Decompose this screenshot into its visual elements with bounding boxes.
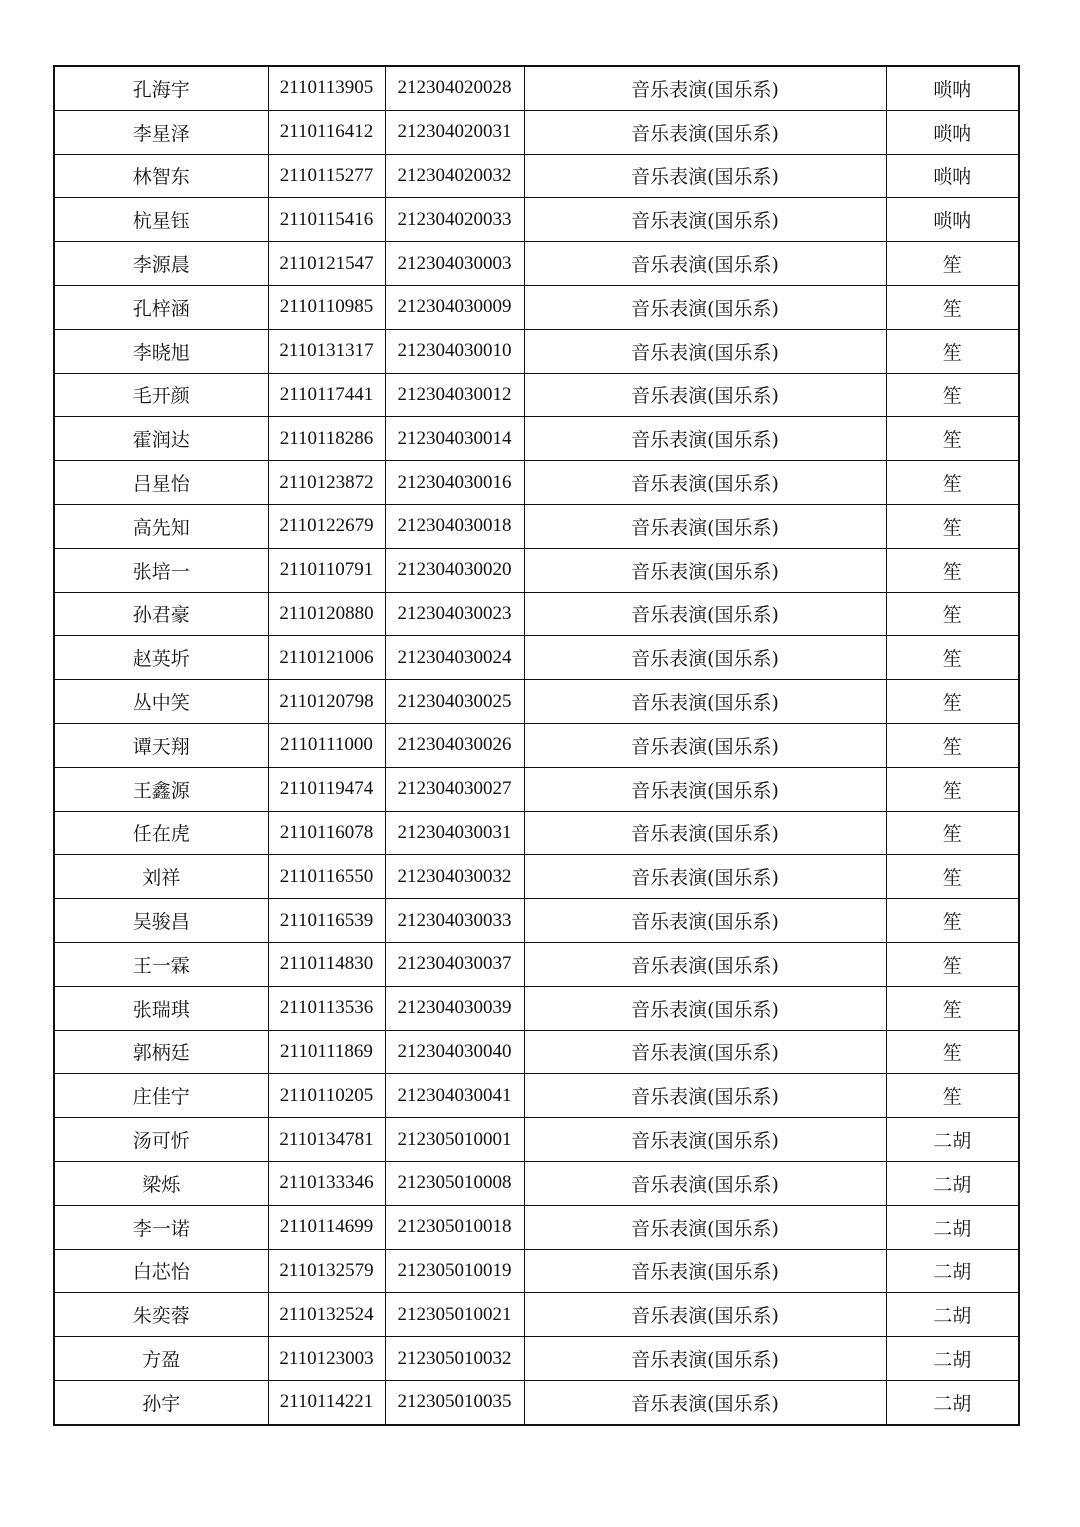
instrument-cell: 笙 <box>886 767 1019 811</box>
instrument-cell: 笙 <box>886 855 1019 899</box>
instrument-cell: 唢呐 <box>886 66 1019 110</box>
major-cell: 音乐表演(国乐系) <box>524 680 886 724</box>
admission-id-cell: 212304030032 <box>385 855 524 899</box>
student-name-cell: 李源晨 <box>54 242 268 286</box>
admission-id-cell: 212305010032 <box>385 1337 524 1381</box>
admission-roster-table <box>53 65 1020 1426</box>
major-cell: 音乐表演(国乐系) <box>524 767 886 811</box>
table-row <box>54 942 1019 986</box>
table-row <box>54 1030 1019 1074</box>
exam-id-cell: 2110111869 <box>268 1030 385 1074</box>
table-row <box>54 855 1019 899</box>
admission-id-cell: 212304030039 <box>385 986 524 1030</box>
exam-id-cell: 2110119474 <box>268 767 385 811</box>
table-row <box>54 1380 1019 1424</box>
admission-id-cell: 212304020033 <box>385 198 524 242</box>
table-row <box>54 461 1019 505</box>
table-row <box>54 1161 1019 1205</box>
major-cell: 音乐表演(国乐系) <box>524 154 886 198</box>
instrument-cell: 唢呐 <box>886 154 1019 198</box>
exam-id-cell: 2110131317 <box>268 329 385 373</box>
admission-id-cell: 212304020031 <box>385 110 524 154</box>
major-cell: 音乐表演(国乐系) <box>524 811 886 855</box>
exam-id-cell: 2110114699 <box>268 1205 385 1249</box>
admission-id-cell: 212304030003 <box>385 242 524 286</box>
exam-id-cell: 2110122679 <box>268 504 385 548</box>
exam-id-cell: 2110116550 <box>268 855 385 899</box>
table-row <box>54 767 1019 811</box>
instrument-cell: 笙 <box>886 986 1019 1030</box>
table-row <box>54 636 1019 680</box>
table-row <box>54 242 1019 286</box>
major-cell: 音乐表演(国乐系) <box>524 504 886 548</box>
student-name-cell: 白芯怡 <box>54 1249 268 1293</box>
admission-id-cell: 212305010021 <box>385 1293 524 1337</box>
student-name-cell: 庄佳宁 <box>54 1074 268 1118</box>
major-cell: 音乐表演(国乐系) <box>524 855 886 899</box>
instrument-cell: 二胡 <box>886 1380 1019 1424</box>
major-cell: 音乐表演(国乐系) <box>524 723 886 767</box>
exam-id-cell: 2110110791 <box>268 548 385 592</box>
exam-id-cell: 2110114221 <box>268 1380 385 1424</box>
admission-id-cell: 212304030033 <box>385 899 524 943</box>
major-cell: 音乐表演(国乐系) <box>524 1205 886 1249</box>
admission-id-cell: 212304030031 <box>385 811 524 855</box>
exam-id-cell: 2110117441 <box>268 373 385 417</box>
student-name-cell: 方盈 <box>54 1337 268 1381</box>
table-row <box>54 1074 1019 1118</box>
major-cell: 音乐表演(国乐系) <box>524 1337 886 1381</box>
instrument-cell: 笙 <box>886 461 1019 505</box>
admission-id-cell: 212305010018 <box>385 1205 524 1249</box>
instrument-cell: 二胡 <box>886 1337 1019 1381</box>
exam-id-cell: 2110115416 <box>268 198 385 242</box>
exam-id-cell: 2110113536 <box>268 986 385 1030</box>
exam-id-cell: 2110132579 <box>268 1249 385 1293</box>
admission-id-cell: 212305010008 <box>385 1161 524 1205</box>
exam-id-cell: 2110123872 <box>268 461 385 505</box>
student-name-cell: 霍润达 <box>54 417 268 461</box>
instrument-cell: 笙 <box>886 592 1019 636</box>
table-row <box>54 1205 1019 1249</box>
major-cell: 音乐表演(国乐系) <box>524 1030 886 1074</box>
instrument-cell: 笙 <box>886 1030 1019 1074</box>
admission-id-cell: 212304030024 <box>385 636 524 680</box>
major-cell: 音乐表演(国乐系) <box>524 329 886 373</box>
exam-id-cell: 2110113905 <box>268 66 385 110</box>
exam-id-cell: 2110120880 <box>268 592 385 636</box>
admission-id-cell: 212304030040 <box>385 1030 524 1074</box>
instrument-cell: 笙 <box>886 942 1019 986</box>
student-name-cell: 赵英圻 <box>54 636 268 680</box>
table-row <box>54 899 1019 943</box>
major-cell: 音乐表演(国乐系) <box>524 636 886 680</box>
exam-id-cell: 2110121006 <box>268 636 385 680</box>
student-name-cell: 王鑫源 <box>54 767 268 811</box>
instrument-cell: 笙 <box>886 899 1019 943</box>
table-row <box>54 1118 1019 1162</box>
exam-id-cell: 2110116412 <box>268 110 385 154</box>
instrument-cell: 笙 <box>886 636 1019 680</box>
admission-id-cell: 212304030012 <box>385 373 524 417</box>
table-row <box>54 680 1019 724</box>
student-name-cell: 李晓旭 <box>54 329 268 373</box>
instrument-cell: 二胡 <box>886 1161 1019 1205</box>
major-cell: 音乐表演(国乐系) <box>524 417 886 461</box>
admission-id-cell: 212304020028 <box>385 66 524 110</box>
exam-id-cell: 2110123003 <box>268 1337 385 1381</box>
student-name-cell: 吴骏昌 <box>54 899 268 943</box>
student-name-cell: 林智东 <box>54 154 268 198</box>
student-name-cell: 孔梓涵 <box>54 285 268 329</box>
student-name-cell: 任在虎 <box>54 811 268 855</box>
instrument-cell: 唢呐 <box>886 198 1019 242</box>
admission-id-cell: 212304030023 <box>385 592 524 636</box>
major-cell: 音乐表演(国乐系) <box>524 942 886 986</box>
instrument-cell: 笙 <box>886 548 1019 592</box>
student-name-cell: 谭天翔 <box>54 723 268 767</box>
admission-id-cell: 212304030037 <box>385 942 524 986</box>
student-name-cell: 王一霖 <box>54 942 268 986</box>
table-row <box>54 811 1019 855</box>
exam-id-cell: 2110115277 <box>268 154 385 198</box>
table-row <box>54 504 1019 548</box>
major-cell: 音乐表演(国乐系) <box>524 548 886 592</box>
student-name-cell: 孙君豪 <box>54 592 268 636</box>
major-cell: 音乐表演(国乐系) <box>524 592 886 636</box>
table-row <box>54 592 1019 636</box>
major-cell: 音乐表演(国乐系) <box>524 899 886 943</box>
exam-id-cell: 2110110205 <box>268 1074 385 1118</box>
major-cell: 音乐表演(国乐系) <box>524 110 886 154</box>
student-name-cell: 杭星钰 <box>54 198 268 242</box>
major-cell: 音乐表演(国乐系) <box>524 285 886 329</box>
admission-id-cell: 212304030025 <box>385 680 524 724</box>
major-cell: 音乐表演(国乐系) <box>524 986 886 1030</box>
admission-id-cell: 212304030009 <box>385 285 524 329</box>
instrument-cell: 笙 <box>886 373 1019 417</box>
admission-id-cell: 212304030018 <box>385 504 524 548</box>
exam-id-cell: 2110114830 <box>268 942 385 986</box>
instrument-cell: 笙 <box>886 504 1019 548</box>
student-name-cell: 梁烁 <box>54 1161 268 1205</box>
student-name-cell: 张培一 <box>54 548 268 592</box>
instrument-cell: 笙 <box>886 285 1019 329</box>
instrument-cell: 二胡 <box>886 1205 1019 1249</box>
exam-id-cell: 2110134781 <box>268 1118 385 1162</box>
admission-id-cell: 212304030026 <box>385 723 524 767</box>
instrument-cell: 笙 <box>886 329 1019 373</box>
major-cell: 音乐表演(国乐系) <box>524 66 886 110</box>
table-row <box>54 154 1019 198</box>
table-row <box>54 986 1019 1030</box>
admission-id-cell: 212304030014 <box>385 417 524 461</box>
instrument-cell: 笙 <box>886 417 1019 461</box>
instrument-cell: 笙 <box>886 1074 1019 1118</box>
student-name-cell: 李星泽 <box>54 110 268 154</box>
table-row <box>54 285 1019 329</box>
student-name-cell: 李一诺 <box>54 1205 268 1249</box>
major-cell: 音乐表演(国乐系) <box>524 461 886 505</box>
admission-id-cell: 212304030010 <box>385 329 524 373</box>
table-row <box>54 329 1019 373</box>
major-cell: 音乐表演(国乐系) <box>524 1293 886 1337</box>
exam-id-cell: 2110132524 <box>268 1293 385 1337</box>
roster-body <box>54 66 1019 1425</box>
student-name-cell: 朱奕蓉 <box>54 1293 268 1337</box>
major-cell: 音乐表演(国乐系) <box>524 1074 886 1118</box>
student-name-cell: 孙宇 <box>54 1380 268 1424</box>
table-row <box>54 1293 1019 1337</box>
instrument-cell: 二胡 <box>886 1293 1019 1337</box>
student-name-cell: 张瑞琪 <box>54 986 268 1030</box>
admission-id-cell: 212304030016 <box>385 461 524 505</box>
admission-id-cell: 212304020032 <box>385 154 524 198</box>
instrument-cell: 笙 <box>886 242 1019 286</box>
instrument-cell: 笙 <box>886 811 1019 855</box>
exam-id-cell: 2110120798 <box>268 680 385 724</box>
table-row <box>54 1337 1019 1381</box>
exam-id-cell: 2110116078 <box>268 811 385 855</box>
student-name-cell: 高先知 <box>54 504 268 548</box>
major-cell: 音乐表演(国乐系) <box>524 1249 886 1293</box>
major-cell: 音乐表演(国乐系) <box>524 1118 886 1162</box>
instrument-cell: 唢呐 <box>886 110 1019 154</box>
instrument-cell: 笙 <box>886 680 1019 724</box>
admission-id-cell: 212305010001 <box>385 1118 524 1162</box>
student-name-cell: 吕星怡 <box>54 461 268 505</box>
table-row <box>54 548 1019 592</box>
major-cell: 音乐表演(国乐系) <box>524 242 886 286</box>
student-name-cell: 毛开颜 <box>54 373 268 417</box>
student-name-cell: 刘祥 <box>54 855 268 899</box>
admission-id-cell: 212305010019 <box>385 1249 524 1293</box>
exam-id-cell: 2110111000 <box>268 723 385 767</box>
exam-id-cell: 2110121547 <box>268 242 385 286</box>
table-row <box>54 66 1019 110</box>
table-row <box>54 1249 1019 1293</box>
admission-id-cell: 212305010035 <box>385 1380 524 1424</box>
table-row <box>54 110 1019 154</box>
major-cell: 音乐表演(国乐系) <box>524 373 886 417</box>
student-name-cell: 孔海宇 <box>54 66 268 110</box>
table-row <box>54 373 1019 417</box>
exam-id-cell: 2110118286 <box>268 417 385 461</box>
student-name-cell: 丛中笑 <box>54 680 268 724</box>
instrument-cell: 二胡 <box>886 1249 1019 1293</box>
table-row <box>54 198 1019 242</box>
exam-id-cell: 2110110985 <box>268 285 385 329</box>
admission-id-cell: 212304030027 <box>385 767 524 811</box>
student-name-cell: 郭柄廷 <box>54 1030 268 1074</box>
instrument-cell: 笙 <box>886 723 1019 767</box>
exam-id-cell: 2110116539 <box>268 899 385 943</box>
major-cell: 音乐表演(国乐系) <box>524 1380 886 1424</box>
instrument-cell: 二胡 <box>886 1118 1019 1162</box>
admission-id-cell: 212304030020 <box>385 548 524 592</box>
major-cell: 音乐表演(国乐系) <box>524 1161 886 1205</box>
admission-id-cell: 212304030041 <box>385 1074 524 1118</box>
major-cell: 音乐表演(国乐系) <box>524 198 886 242</box>
exam-id-cell: 2110133346 <box>268 1161 385 1205</box>
student-name-cell: 汤可忻 <box>54 1118 268 1162</box>
table-row <box>54 417 1019 461</box>
table-row <box>54 723 1019 767</box>
